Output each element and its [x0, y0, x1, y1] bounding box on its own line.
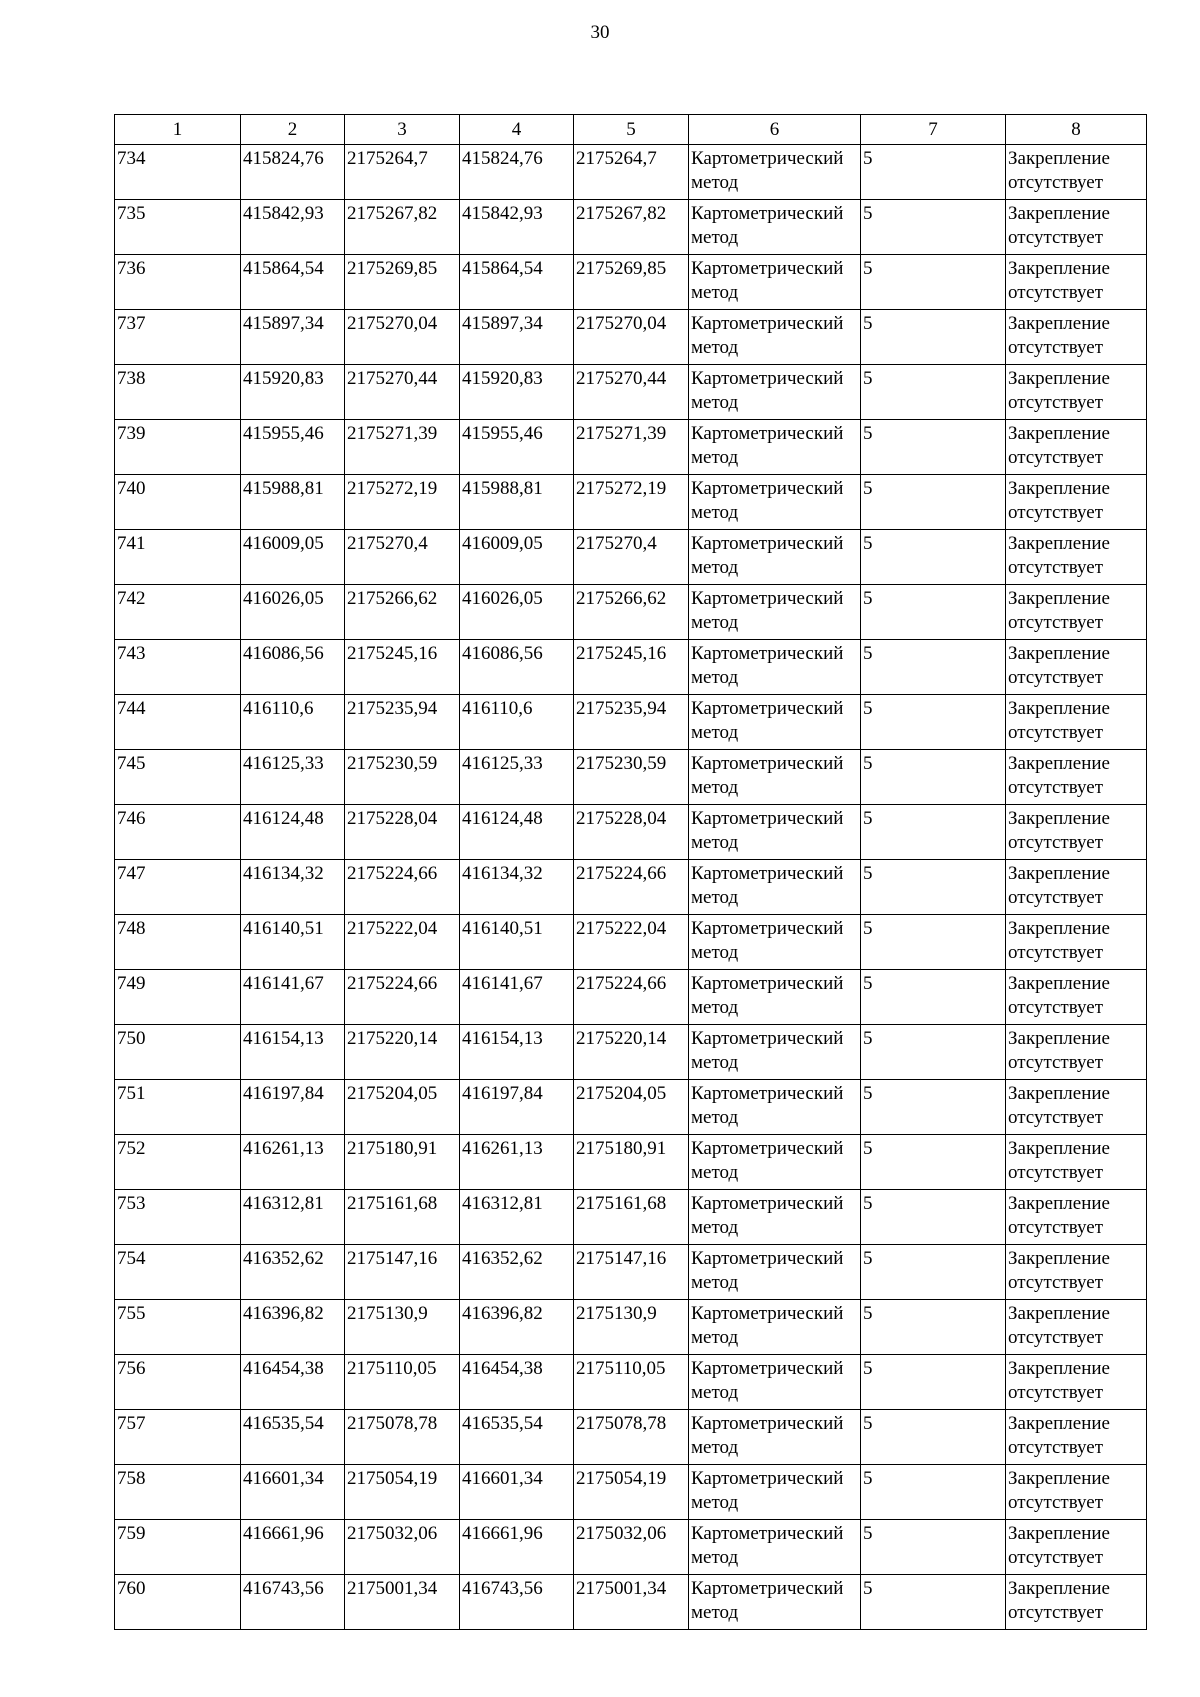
fixation-cell: Закрепление отсутствует: [1006, 530, 1147, 585]
y-coordinate-cell: 2175147,16: [345, 1245, 460, 1300]
point-number-cell: 748: [115, 915, 241, 970]
y-coordinate-cell: 2175230,59: [345, 750, 460, 805]
x-coordinate-cell: 415955,46: [460, 420, 574, 475]
accuracy-cell: 5: [861, 145, 1006, 200]
method-cell: Картометрический метод: [689, 1300, 861, 1355]
accuracy-cell: 5: [861, 365, 1006, 420]
method-cell: Картометрический метод: [689, 640, 861, 695]
accuracy-cell: 5: [861, 1300, 1006, 1355]
y-coordinate-cell: 2175270,04: [574, 310, 689, 365]
point-number-cell: 754: [115, 1245, 241, 1300]
table-row: [115, 970, 1147, 1025]
method-cell: Картометрический метод: [689, 805, 861, 860]
accuracy-cell: 5: [861, 1410, 1006, 1465]
y-coordinate-cell: 2175270,44: [345, 365, 460, 420]
accuracy-cell: 5: [861, 805, 1006, 860]
method-cell: Картометрический метод: [689, 1135, 861, 1190]
x-coordinate-cell: 416743,56: [460, 1575, 574, 1630]
accuracy-cell: 5: [861, 475, 1006, 530]
x-coordinate-cell: 415988,81: [460, 475, 574, 530]
point-number-cell: 752: [115, 1135, 241, 1190]
fixation-cell: Закрепление отсутствует: [1006, 695, 1147, 750]
x-coordinate-cell: 416197,84: [460, 1080, 574, 1135]
x-coordinate-cell: 415920,83: [241, 365, 345, 420]
accuracy-cell: 5: [861, 1080, 1006, 1135]
fixation-cell: Закрепление отсутствует: [1006, 200, 1147, 255]
column-header-6: 6: [689, 115, 861, 145]
accuracy-cell: 5: [861, 640, 1006, 695]
y-coordinate-cell: 2175161,68: [574, 1190, 689, 1245]
fixation-cell: Закрепление отсутствует: [1006, 1245, 1147, 1300]
method-cell: Картометрический метод: [689, 1465, 861, 1520]
table-row: [115, 145, 1147, 200]
point-number-cell: 744: [115, 695, 241, 750]
y-coordinate-cell: 2175270,44: [574, 365, 689, 420]
fixation-cell: Закрепление отсутствует: [1006, 255, 1147, 310]
y-coordinate-cell: 2175264,7: [574, 145, 689, 200]
y-coordinate-cell: 2175161,68: [345, 1190, 460, 1245]
point-number-cell: 742: [115, 585, 241, 640]
accuracy-cell: 5: [861, 1135, 1006, 1190]
fixation-cell: Закрепление отсутствует: [1006, 915, 1147, 970]
table-row: [115, 1080, 1147, 1135]
fixation-cell: Закрепление отсутствует: [1006, 585, 1147, 640]
method-cell: Картометрический метод: [689, 365, 861, 420]
table-row: [115, 1355, 1147, 1410]
y-coordinate-cell: 2175224,66: [574, 860, 689, 915]
x-coordinate-cell: 415988,81: [241, 475, 345, 530]
accuracy-cell: 5: [861, 1465, 1006, 1520]
column-header-3: 3: [345, 115, 460, 145]
fixation-cell: Закрепление отсутствует: [1006, 1190, 1147, 1245]
table-row: [115, 1190, 1147, 1245]
x-coordinate-cell: 416396,82: [460, 1300, 574, 1355]
y-coordinate-cell: 2175180,91: [345, 1135, 460, 1190]
table-row: [115, 750, 1147, 805]
accuracy-cell: 5: [861, 1025, 1006, 1080]
y-coordinate-cell: 2175266,62: [574, 585, 689, 640]
y-coordinate-cell: 2175224,66: [345, 860, 460, 915]
method-cell: Картометрический метод: [689, 145, 861, 200]
y-coordinate-cell: 2175230,59: [574, 750, 689, 805]
table-row: [115, 1520, 1147, 1575]
point-number-cell: 738: [115, 365, 241, 420]
x-coordinate-cell: 416352,62: [241, 1245, 345, 1300]
y-coordinate-cell: 2175130,9: [574, 1300, 689, 1355]
column-header-7: 7: [861, 115, 1006, 145]
x-coordinate-cell: 416261,13: [241, 1135, 345, 1190]
fixation-cell: Закрепление отсутствует: [1006, 640, 1147, 695]
x-coordinate-cell: 416535,54: [460, 1410, 574, 1465]
accuracy-cell: 5: [861, 585, 1006, 640]
method-cell: Картометрический метод: [689, 585, 861, 640]
x-coordinate-cell: 416134,32: [460, 860, 574, 915]
fixation-cell: Закрепление отсутствует: [1006, 750, 1147, 805]
method-cell: Картометрический метод: [689, 1410, 861, 1465]
y-coordinate-cell: 2175266,62: [345, 585, 460, 640]
column-header-5: 5: [574, 115, 689, 145]
table-row: [115, 695, 1147, 750]
x-coordinate-cell: 416125,33: [460, 750, 574, 805]
y-coordinate-cell: 2175054,19: [345, 1465, 460, 1520]
method-cell: Картометрический метод: [689, 310, 861, 365]
table-row: [115, 255, 1147, 310]
y-coordinate-cell: 2175245,16: [345, 640, 460, 695]
x-coordinate-cell: 416125,33: [241, 750, 345, 805]
point-number-cell: 746: [115, 805, 241, 860]
y-coordinate-cell: 2175271,39: [345, 420, 460, 475]
method-cell: Картометрический метод: [689, 1190, 861, 1245]
point-number-cell: 739: [115, 420, 241, 475]
y-coordinate-cell: 2175220,14: [574, 1025, 689, 1080]
x-coordinate-cell: 416312,81: [241, 1190, 345, 1245]
accuracy-cell: 5: [861, 200, 1006, 255]
fixation-cell: Закрепление отсутствует: [1006, 1410, 1147, 1465]
x-coordinate-cell: 416124,48: [241, 805, 345, 860]
x-coordinate-cell: 416601,34: [460, 1465, 574, 1520]
x-coordinate-cell: 416124,48: [460, 805, 574, 860]
table-row: [115, 310, 1147, 365]
x-coordinate-cell: 416086,56: [241, 640, 345, 695]
x-coordinate-cell: 416134,32: [241, 860, 345, 915]
x-coordinate-cell: 415864,54: [460, 255, 574, 310]
method-cell: Картометрический метод: [689, 1575, 861, 1630]
x-coordinate-cell: 415824,76: [241, 145, 345, 200]
y-coordinate-cell: 2175224,66: [574, 970, 689, 1025]
x-coordinate-cell: 416154,13: [241, 1025, 345, 1080]
x-coordinate-cell: 416154,13: [460, 1025, 574, 1080]
point-number-cell: 755: [115, 1300, 241, 1355]
table-row: [115, 585, 1147, 640]
fixation-cell: Закрепление отсутствует: [1006, 805, 1147, 860]
accuracy-cell: 5: [861, 695, 1006, 750]
y-coordinate-cell: 2175264,7: [345, 145, 460, 200]
y-coordinate-cell: 2175130,9: [345, 1300, 460, 1355]
x-coordinate-cell: 416197,84: [241, 1080, 345, 1135]
y-coordinate-cell: 2175269,85: [345, 255, 460, 310]
column-header-2: 2: [241, 115, 345, 145]
fixation-cell: Закрепление отсутствует: [1006, 1465, 1147, 1520]
y-coordinate-cell: 2175222,04: [574, 915, 689, 970]
y-coordinate-cell: 2175272,19: [345, 475, 460, 530]
method-cell: Картометрический метод: [689, 1355, 861, 1410]
y-coordinate-cell: 2175267,82: [345, 200, 460, 255]
accuracy-cell: 5: [861, 750, 1006, 805]
y-coordinate-cell: 2175270,04: [345, 310, 460, 365]
accuracy-cell: 5: [861, 970, 1006, 1025]
fixation-cell: Закрепление отсутствует: [1006, 1575, 1147, 1630]
fixation-cell: Закрепление отсутствует: [1006, 860, 1147, 915]
y-coordinate-cell: 2175032,06: [345, 1520, 460, 1575]
point-number-cell: 735: [115, 200, 241, 255]
x-coordinate-cell: 416141,67: [241, 970, 345, 1025]
x-coordinate-cell: 415955,46: [241, 420, 345, 475]
method-cell: Картометрический метод: [689, 1245, 861, 1300]
x-coordinate-cell: 416110,6: [460, 695, 574, 750]
method-cell: Картометрический метод: [689, 475, 861, 530]
x-coordinate-cell: 416261,13: [460, 1135, 574, 1190]
method-cell: Картометрический метод: [689, 1025, 861, 1080]
x-coordinate-cell: 416661,96: [460, 1520, 574, 1575]
accuracy-cell: 5: [861, 1245, 1006, 1300]
point-number-cell: 734: [115, 145, 241, 200]
fixation-cell: Закрепление отсутствует: [1006, 475, 1147, 530]
x-coordinate-cell: 416396,82: [241, 1300, 345, 1355]
point-number-cell: 749: [115, 970, 241, 1025]
point-number-cell: 745: [115, 750, 241, 805]
y-coordinate-cell: 2175147,16: [574, 1245, 689, 1300]
x-coordinate-cell: 416454,38: [241, 1355, 345, 1410]
x-coordinate-cell: 416026,05: [460, 585, 574, 640]
y-coordinate-cell: 2175001,34: [574, 1575, 689, 1630]
table-row: [115, 915, 1147, 970]
accuracy-cell: 5: [861, 915, 1006, 970]
table-row: [115, 1245, 1147, 1300]
accuracy-cell: 5: [861, 1575, 1006, 1630]
method-cell: Картометрический метод: [689, 1080, 861, 1135]
column-header-1: 1: [115, 115, 241, 145]
x-coordinate-cell: 416140,51: [241, 915, 345, 970]
table-row: [115, 530, 1147, 585]
point-number-cell: 737: [115, 310, 241, 365]
point-number-cell: 760: [115, 1575, 241, 1630]
x-coordinate-cell: 416140,51: [460, 915, 574, 970]
table-row: [115, 1025, 1147, 1080]
x-coordinate-cell: 416086,56: [460, 640, 574, 695]
method-cell: Картометрический метод: [689, 750, 861, 805]
fixation-cell: Закрепление отсутствует: [1006, 1355, 1147, 1410]
table-header-row: [115, 115, 1147, 145]
accuracy-cell: 5: [861, 255, 1006, 310]
y-coordinate-cell: 2175228,04: [574, 805, 689, 860]
x-coordinate-cell: 416312,81: [460, 1190, 574, 1245]
fixation-cell: Закрепление отсутствует: [1006, 310, 1147, 365]
y-coordinate-cell: 2175078,78: [345, 1410, 460, 1465]
table-row: [115, 1465, 1147, 1520]
point-number-cell: 759: [115, 1520, 241, 1575]
fixation-cell: Закрепление отсутствует: [1006, 145, 1147, 200]
x-coordinate-cell: 416009,05: [460, 530, 574, 585]
table-row: [115, 200, 1147, 255]
accuracy-cell: 5: [861, 310, 1006, 365]
table-row: [115, 1410, 1147, 1465]
x-coordinate-cell: 416009,05: [241, 530, 345, 585]
x-coordinate-cell: 415824,76: [460, 145, 574, 200]
column-header-8: 8: [1006, 115, 1147, 145]
x-coordinate-cell: 416743,56: [241, 1575, 345, 1630]
y-coordinate-cell: 2175272,19: [574, 475, 689, 530]
fixation-cell: Закрепление отсутствует: [1006, 365, 1147, 420]
fixation-cell: Закрепление отсутствует: [1006, 1025, 1147, 1080]
x-coordinate-cell: 416661,96: [241, 1520, 345, 1575]
accuracy-cell: 5: [861, 420, 1006, 475]
y-coordinate-cell: 2175001,34: [345, 1575, 460, 1630]
x-coordinate-cell: 415842,93: [241, 200, 345, 255]
y-coordinate-cell: 2175032,06: [574, 1520, 689, 1575]
page-number: 30: [590, 22, 610, 43]
accuracy-cell: 5: [861, 1355, 1006, 1410]
y-coordinate-cell: 2175224,66: [345, 970, 460, 1025]
fixation-cell: Закрепление отсутствует: [1006, 1300, 1147, 1355]
table-row: [115, 640, 1147, 695]
table-body: [115, 145, 1147, 1630]
table-row: [115, 1575, 1147, 1630]
accuracy-cell: 5: [861, 530, 1006, 585]
y-coordinate-cell: 2175110,05: [574, 1355, 689, 1410]
x-coordinate-cell: 415842,93: [460, 200, 574, 255]
y-coordinate-cell: 2175220,14: [345, 1025, 460, 1080]
y-coordinate-cell: 2175271,39: [574, 420, 689, 475]
y-coordinate-cell: 2175235,94: [574, 695, 689, 750]
point-number-cell: 751: [115, 1080, 241, 1135]
table-row: [115, 420, 1147, 475]
fixation-cell: Закрепление отсутствует: [1006, 1080, 1147, 1135]
coordinates-table: [114, 114, 1147, 1630]
accuracy-cell: 5: [861, 1190, 1006, 1245]
y-coordinate-cell: 2175267,82: [574, 200, 689, 255]
x-coordinate-cell: 416026,05: [241, 585, 345, 640]
point-number-cell: 743: [115, 640, 241, 695]
table-row: [115, 805, 1147, 860]
point-number-cell: 747: [115, 860, 241, 915]
table-row: [115, 475, 1147, 530]
accuracy-cell: 5: [861, 1520, 1006, 1575]
fixation-cell: Закрепление отсутствует: [1006, 1135, 1147, 1190]
table-row: [115, 365, 1147, 420]
point-number-cell: 740: [115, 475, 241, 530]
table-row: [115, 1135, 1147, 1190]
method-cell: Картометрический метод: [689, 915, 861, 970]
x-coordinate-cell: 416454,38: [460, 1355, 574, 1410]
point-number-cell: 741: [115, 530, 241, 585]
x-coordinate-cell: 415897,34: [460, 310, 574, 365]
x-coordinate-cell: 416601,34: [241, 1465, 345, 1520]
point-number-cell: 757: [115, 1410, 241, 1465]
method-cell: Картометрический метод: [689, 970, 861, 1025]
fixation-cell: Закрепление отсутствует: [1006, 970, 1147, 1025]
y-coordinate-cell: 2175235,94: [345, 695, 460, 750]
method-cell: Картометрический метод: [689, 200, 861, 255]
y-coordinate-cell: 2175078,78: [574, 1410, 689, 1465]
method-cell: Картометрический метод: [689, 860, 861, 915]
y-coordinate-cell: 2175204,05: [574, 1080, 689, 1135]
x-coordinate-cell: 416352,62: [460, 1245, 574, 1300]
point-number-cell: 756: [115, 1355, 241, 1410]
method-cell: Картометрический метод: [689, 695, 861, 750]
y-coordinate-cell: 2175269,85: [574, 255, 689, 310]
point-number-cell: 736: [115, 255, 241, 310]
x-coordinate-cell: 416110,6: [241, 695, 345, 750]
fixation-cell: Закрепление отсутствует: [1006, 1520, 1147, 1575]
y-coordinate-cell: 2175054,19: [574, 1465, 689, 1520]
point-number-cell: 750: [115, 1025, 241, 1080]
table-row: [115, 860, 1147, 915]
x-coordinate-cell: 416141,67: [460, 970, 574, 1025]
y-coordinate-cell: 2175270,4: [574, 530, 689, 585]
y-coordinate-cell: 2175180,91: [574, 1135, 689, 1190]
column-header-4: 4: [460, 115, 574, 145]
y-coordinate-cell: 2175222,04: [345, 915, 460, 970]
table-row: [115, 1300, 1147, 1355]
y-coordinate-cell: 2175110,05: [345, 1355, 460, 1410]
y-coordinate-cell: 2175204,05: [345, 1080, 460, 1135]
method-cell: Картометрический метод: [689, 255, 861, 310]
method-cell: Картометрический метод: [689, 530, 861, 585]
point-number-cell: 758: [115, 1465, 241, 1520]
x-coordinate-cell: 415897,34: [241, 310, 345, 365]
y-coordinate-cell: 2175228,04: [345, 805, 460, 860]
y-coordinate-cell: 2175270,4: [345, 530, 460, 585]
method-cell: Картометрический метод: [689, 420, 861, 475]
x-coordinate-cell: 415864,54: [241, 255, 345, 310]
y-coordinate-cell: 2175245,16: [574, 640, 689, 695]
x-coordinate-cell: 415920,83: [460, 365, 574, 420]
fixation-cell: Закрепление отсутствует: [1006, 420, 1147, 475]
point-number-cell: 753: [115, 1190, 241, 1245]
method-cell: Картометрический метод: [689, 1520, 861, 1575]
x-coordinate-cell: 416535,54: [241, 1410, 345, 1465]
accuracy-cell: 5: [861, 860, 1006, 915]
